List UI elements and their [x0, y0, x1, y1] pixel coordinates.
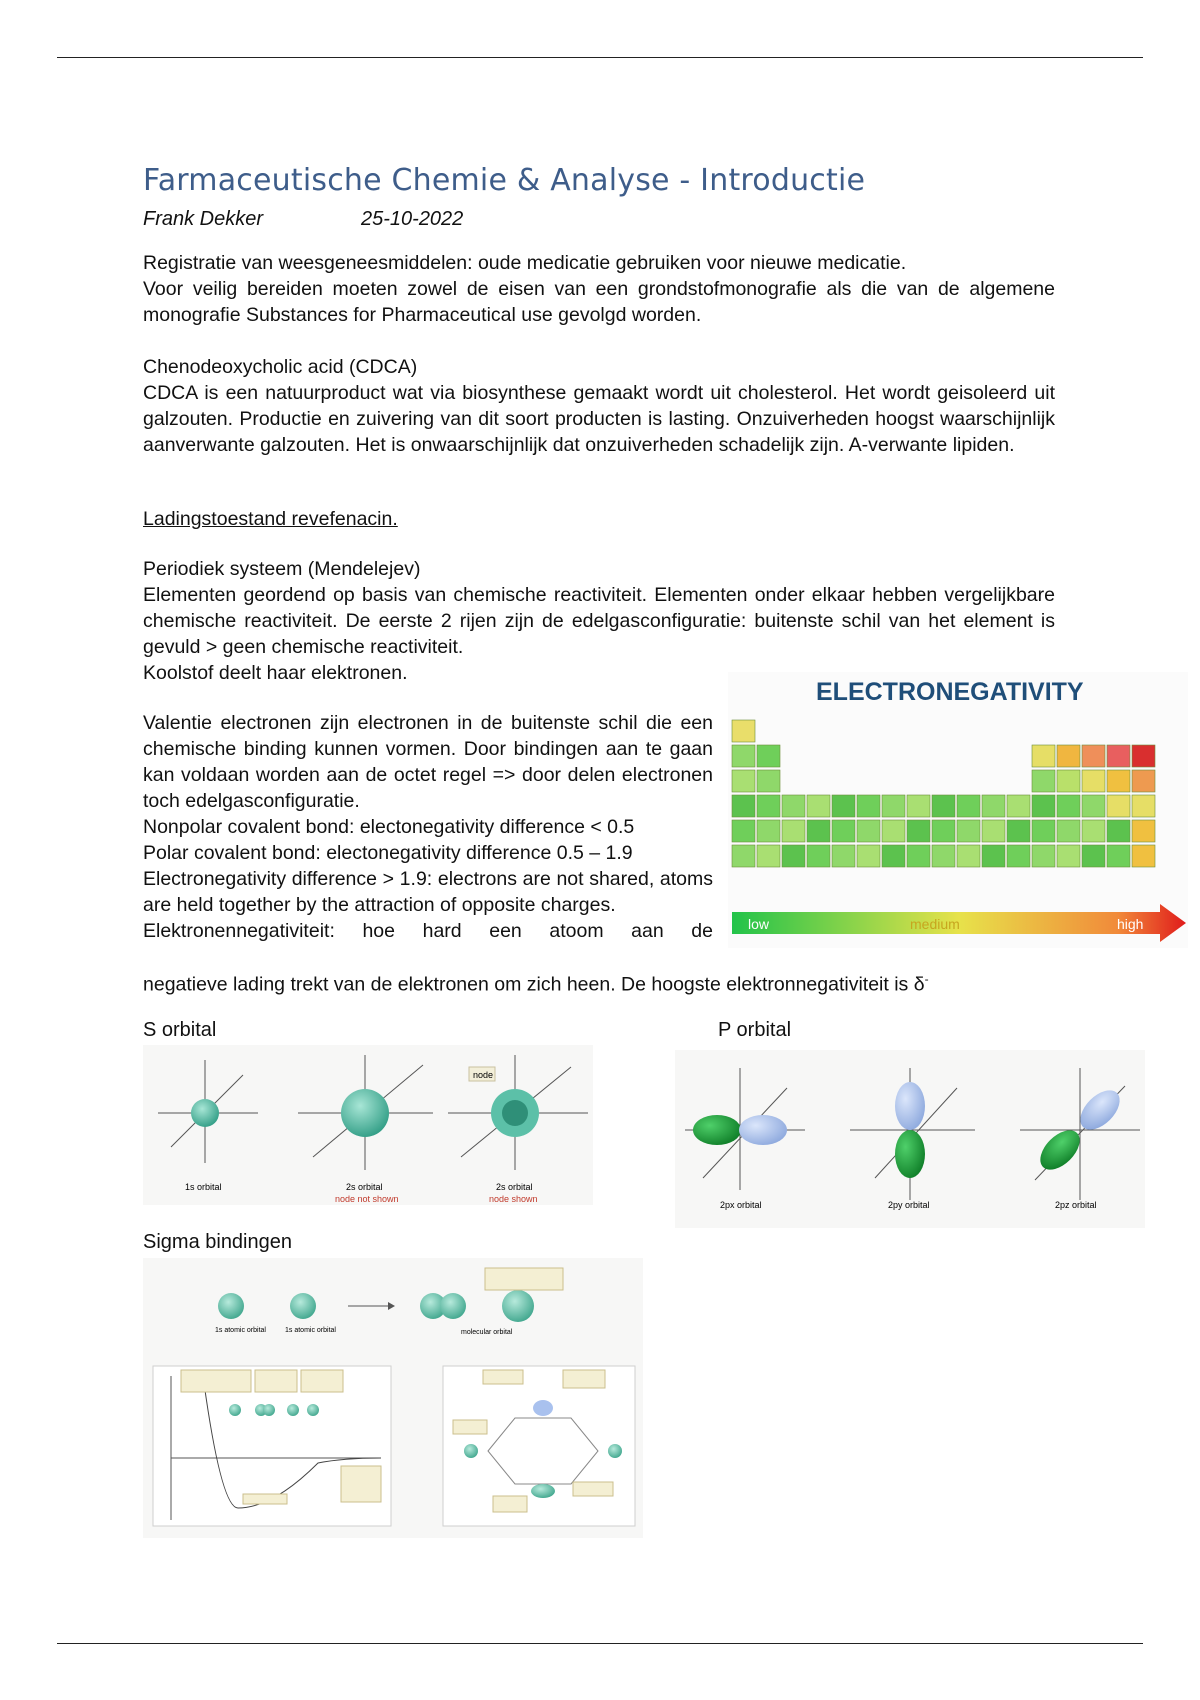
p-label-3: 2pz orbital [1055, 1200, 1097, 1210]
sigma-figure [143, 1258, 643, 1538]
periodiek-heading: Periodiek systeem (Mendelejev) [143, 558, 421, 580]
sigma-label-2: 1s atomic orbital [285, 1327, 336, 1334]
electronegativity-chart [728, 672, 1188, 948]
periodiek-section [143, 556, 1055, 686]
s-orbital-2s-node [448, 1055, 588, 1170]
date: 25-10-2022 [361, 208, 464, 230]
en-cell [907, 845, 930, 867]
en-cell [1007, 795, 1030, 817]
en-cell [807, 795, 830, 817]
sigma-top-row [215, 1268, 563, 1336]
s-orbital-caption: S orbital [143, 1019, 217, 1041]
en-cell [857, 795, 880, 817]
en-cell [757, 745, 780, 767]
bonding-section [143, 710, 713, 944]
en-cell [1107, 845, 1130, 867]
s-label-2: 2s orbital [346, 1182, 383, 1192]
s-label-3: 2s orbital [496, 1182, 533, 1192]
en-cell [757, 770, 780, 792]
en-cell [857, 820, 880, 842]
s-node-label: node [473, 1070, 494, 1080]
en-cell [932, 795, 955, 817]
en-chart-title: ELECTRONEGATIVITY [816, 678, 1084, 706]
en-superscript: - [924, 972, 929, 986]
en-cell [807, 820, 830, 842]
en-cell [932, 845, 955, 867]
en-cell [1032, 845, 1055, 867]
en-cell [807, 845, 830, 867]
p-orbital-diagram [675, 1050, 1145, 1228]
en-cell [1107, 745, 1130, 767]
en-cells [732, 720, 1155, 867]
sigma-label-3: molecular orbital [461, 1329, 513, 1336]
p-label-2: 2py orbital [888, 1200, 930, 1210]
sigma-mo-diagram [443, 1366, 635, 1526]
lading-heading: Ladingstoestand revefenacin. [143, 508, 398, 530]
s-sublabel-2: node not shown [335, 1194, 399, 1204]
p-orbital-py [850, 1068, 975, 1200]
en-cell [1132, 795, 1155, 817]
cdca-heading: Chenodeoxycholic acid (CDCA) [143, 356, 418, 378]
en-cell [732, 745, 755, 767]
en-cell [1057, 745, 1080, 767]
en-cell [932, 820, 955, 842]
s-orbital-1s [158, 1060, 258, 1163]
nonpolar-line: Nonpolar covalent bond: electonegativity difference < 0.5 [143, 816, 635, 838]
en-definition-line-2-wrap [143, 966, 1103, 998]
en-cell [957, 795, 980, 817]
en-cell [782, 795, 805, 817]
en-cell [1132, 745, 1155, 767]
en-cell [1032, 795, 1055, 817]
p-orbital-caption: P orbital [718, 1019, 792, 1041]
en-cell [1082, 845, 1105, 867]
en-scale-medium: medium [910, 916, 960, 932]
en-scale-high: high [1117, 916, 1144, 932]
bottom-rule [57, 1643, 1143, 1644]
s-orbital-2s [298, 1055, 433, 1170]
top-rule [57, 57, 1143, 58]
en-cell [1082, 745, 1105, 767]
en-cell [1032, 745, 1055, 767]
en-cell [1082, 795, 1105, 817]
en-cell [982, 845, 1005, 867]
valentie-paragraph: Valentie electronen zijn electronen in de buitenste schil die een chemische binding kunnen vormen. Door bindingen aan te gaan kan voldaan worden aan de octet regel => door delen electronen toch edelgasconfiguratie. [143, 712, 713, 812]
en-cell [832, 845, 855, 867]
en-cell [1132, 770, 1155, 792]
en-cell [907, 795, 930, 817]
en-cell [1057, 820, 1080, 842]
en-cell [1082, 820, 1105, 842]
en-cell [732, 820, 755, 842]
en-cell [732, 795, 755, 817]
electronegativity-figure [728, 672, 1188, 948]
en-cell [957, 820, 980, 842]
cdca-section [143, 354, 1055, 458]
sigma-caption: Sigma bindingen [143, 1231, 292, 1253]
en-cell [1007, 820, 1030, 842]
sigma-energy-plot [153, 1366, 391, 1526]
en-cell [832, 795, 855, 817]
sigma-diagram [143, 1258, 643, 1538]
en-cell [1107, 795, 1130, 817]
en-definition-line-2: negatieve lading trekt van de elektronen om zich heen. De hoogste elektronnegativiteit is δ [143, 973, 925, 996]
en-cell [1107, 820, 1130, 842]
polar-line: Polar covalent bond: electonegativity difference 0.5 – 1.9 [143, 842, 633, 864]
periodiek-body: Elementen geordend op basis van chemische reactiviteit. Elementen onder elkaar hebben vergelijkbare chemische reactiviteit. De eerste 2 rijen zijn de edelgasconfiguratie: buitenste schil van het element is gevuld > geen chemische reactiviteit. [143, 584, 1055, 658]
en-cell [882, 845, 905, 867]
en-cell [1032, 770, 1055, 792]
en-cell [732, 770, 755, 792]
intro-line-1: Registratie van weesgeneesmiddelen: oude medicatie gebruiken voor nieuwe medicatie. [143, 252, 907, 274]
en-cell [832, 820, 855, 842]
en-cell [1032, 820, 1055, 842]
author: Frank Dekker [143, 208, 264, 230]
s-orbital-diagram [143, 1045, 593, 1205]
en-cell [907, 820, 930, 842]
en-cell [782, 845, 805, 867]
en-cell [757, 820, 780, 842]
en-cell [1057, 845, 1080, 867]
en-cell [857, 845, 880, 867]
en-cell [982, 820, 1005, 842]
en-cell [757, 795, 780, 817]
s-orbital-figure [143, 1045, 593, 1205]
s-label-1: 1s orbital [185, 1182, 222, 1192]
intro-paragraph [143, 250, 1055, 328]
en-definition-line-1: Elektronennegativiteit: hoe hard een atoom aan de [143, 920, 713, 942]
en-cell [1057, 770, 1080, 792]
en-cell [782, 820, 805, 842]
lading-section [143, 506, 1055, 532]
page-title: Farmaceutische Chemie & Analyse - Introductie [143, 163, 866, 198]
p-orbital-figure [675, 1050, 1145, 1228]
en-cell [1132, 845, 1155, 867]
en-cell [1057, 795, 1080, 817]
en-scale-low: low [748, 916, 770, 932]
intro-line-2: Voor veilig bereiden moeten zowel de eisen van een grondstofmonografie als die van de algemene monografie Substances for Pharmaceutical use gevolgd worden. [143, 278, 1055, 326]
p-orbital-px [685, 1068, 805, 1190]
en-cell [1107, 770, 1130, 792]
p-orbital-pz [1020, 1068, 1140, 1200]
en-cell [882, 820, 905, 842]
ionic-paragraph: Electronegativity difference > 1.9: electrons are not shared, atoms are held together by the attraction of opposite charges. [143, 868, 713, 916]
byline [143, 208, 464, 231]
en-cell [882, 795, 905, 817]
cdca-body: CDCA is een natuurproduct wat via biosynthese gemaakt wordt uit cholesterol. Het wordt geisoleerd uit galzouten. Productie en zuivering van dit soort producten is lasting. Onzuiverheden hoogst waarschijnlijk aanverwante galzouten. Het is onwaarschijnlijk dat onzuiverheden schadelijk zijn. A-verwante lipiden. [143, 382, 1055, 456]
en-cell [732, 845, 755, 867]
en-cell [957, 845, 980, 867]
en-cell [1007, 845, 1030, 867]
en-cell [1132, 820, 1155, 842]
en-cell [732, 720, 755, 742]
en-cell [982, 795, 1005, 817]
s-sublabel-3: node shown [489, 1194, 538, 1204]
sigma-label-1: 1s atomic orbital [215, 1327, 266, 1334]
p-label-1: 2px orbital [720, 1200, 762, 1210]
en-cell [757, 845, 780, 867]
en-cell [1082, 770, 1105, 792]
koolstof-line: Koolstof deelt haar elektronen. [143, 662, 408, 684]
